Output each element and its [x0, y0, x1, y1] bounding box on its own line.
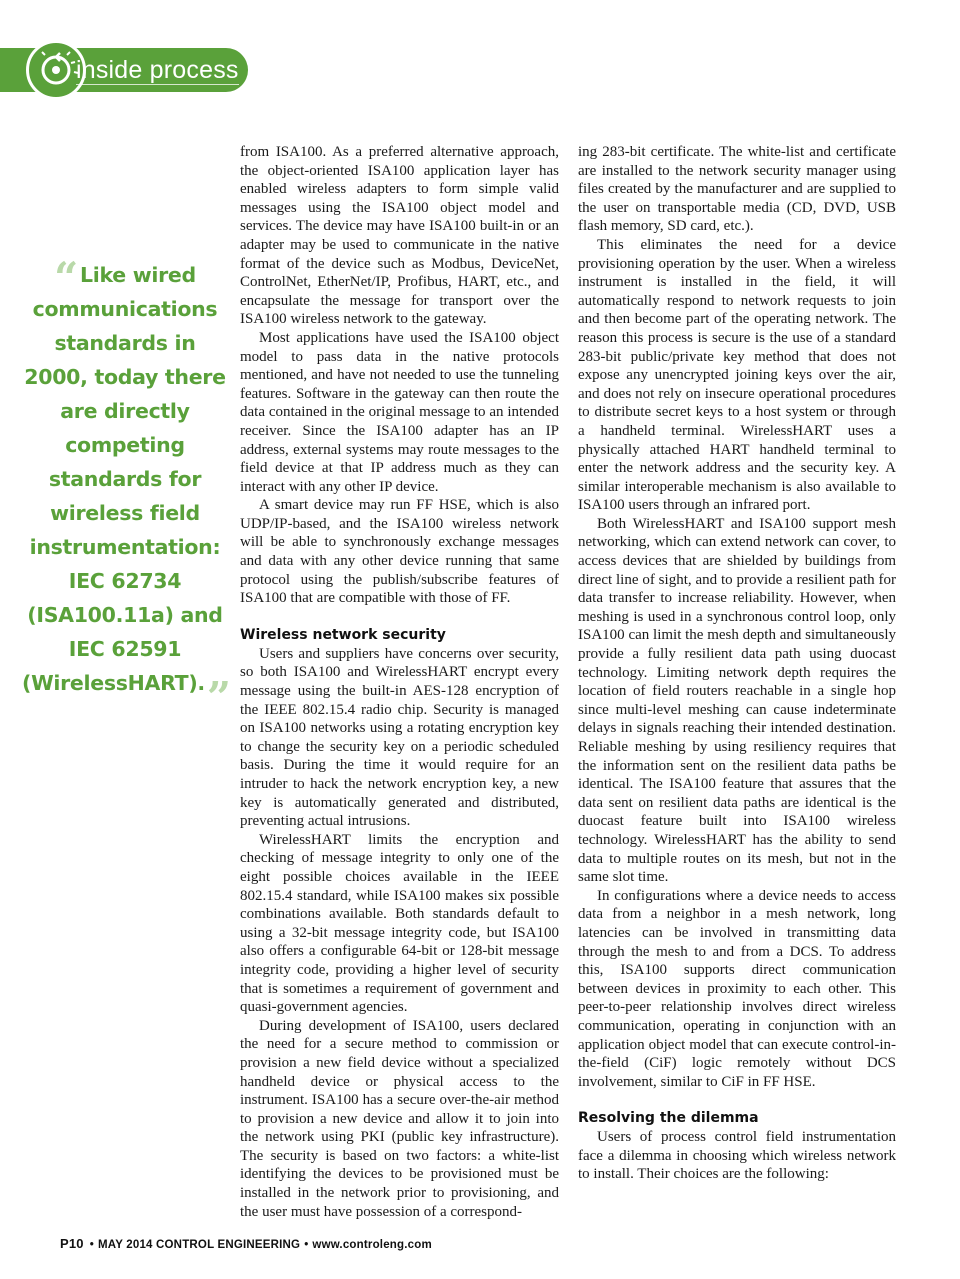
- page-footer: [60, 1236, 432, 1252]
- open-quote-icon: “: [54, 253, 78, 302]
- section-label: inside process: [76, 56, 239, 84]
- paragraph: ing 283-bit certificate. The white-list and certificate are installed to the network security manager using files created by the manufacturer and are supplied to the user on transportable media (CD, DVD, USB flash memory, SD card, etc.).: [578, 144, 896, 235]
- paragraph: In configurations where a device needs to access data from a neighbor in a mesh network, long latencies can be involved in transmitting data through the mesh to and from a DCS. To address this, ISA100 supports direct communication between devices in proximity to each other. This peer-to-peer relationship involves direct wireless communication, operating in conjunction with an application object model that can execute control-in-the-field (CiF) logic remotely without DCS involvement, similar to CiF in FF HSE.: [578, 887, 896, 1090]
- paragraph: Users of process control field instrumentation face a dilemma in choosing which wireless network to install. Their choices are the following:: [578, 1129, 896, 1183]
- issue-label: MAY 2014 CONTROL ENGINEERING: [97, 1239, 301, 1251]
- close-quote-icon: ”: [206, 673, 231, 722]
- website-link[interactable]: www.controleng.com: [312, 1239, 432, 1251]
- paragraph: from ISA100. As a preferred alternative approach, the object-oriented ISA100 application layer has enabled wireless adapters to form simple valid messages using the ISA100 object model and services. The device may have ISA100 built-in or an adapter may be used to communicate in the native format of the device such as Modbus, DeviceNet, ControlNet, EtherNet/IP, Profibus, HART, etc., and encapsulate the message for transport over the ISA100 wireless network to the gateway.: [240, 144, 559, 328]
- pull-quote-text: Like wired communications standards in 2000, today there are directly competing standards for wireless field instrumentation: IEC 62734 (ISA100.11a) and IEC 62591 (WirelessHART).: [22, 263, 226, 695]
- paragraph: During development of ISA100, users declared the need for a secure method to commission or provision a new field device without a specialized handheld device or physical access to the instrument. ISA100 has a secure over-the-air method to provision a new device and allow it to join into the network using PKI (public key infrastructure). The security is based on two factors: a white-list identifying the devices to be provisioned must be installed in the network prior to provisioning, and the user must have possession of a correspond-: [240, 1017, 559, 1220]
- paragraph: WirelessHART limits the encryption and checking of message integrity to only one of the eight possible choices available in the IEEE 802.15.4 standard, while ISA100 makes six possible combinations available. Both standards default to using a 32-bit message integrity code, but ISA100 also offers a configurable 64-bit or 128-bit message integrity code, providing a higher level of security that is sometimes a requirement of government and quasi-government agencies.: [240, 831, 559, 1016]
- page-number: P10: [60, 1236, 84, 1251]
- paragraph: This eliminates the need for a device provisioning operation by the user. When a wireless instrument is installed in the field, it will automatically respond to network requests to join and then become part of the operating network. The reason this process is secure is the use of a standard 283-bit public/private key method that does not expose any unencrypted joining keys over the air, and does not rely on insecure operational procedures to distribute secret keys to a host system or through a handheld terminal. WirelessHART uses a physically attached HART handheld terminal to enter the network address and the security key. A similar interoperable mechanism is also available to ISA100 users through an infrared port.: [578, 236, 896, 514]
- paragraph: Users and suppliers have concerns over security, so both ISA100 and WirelessHART encrypt every message using the built-in AES-128 encryption of the IEEE 802.15.4 radio chip. Security is managed on ISA100 networks using a rotating encryption key to change the security key on a periodic scheduled basis. During the time it would require for an intruder to hack the network encryption key, a new key is automatically generated and distributed, preventing actual intrusions.: [240, 645, 559, 830]
- article-column-2: [578, 143, 896, 1184]
- article-column-1: [240, 143, 559, 1221]
- pull-quote: [22, 253, 231, 722]
- bullet-separator: •: [89, 1239, 94, 1251]
- paragraph: A smart device may run FF HSE, which is also UDP/IP-based, and the ISA100 wireless network will be able to synchronously exchange messages and data with any other device running that same protocol using the publish/subscribe features of ISA100 that are compatible with those of FF.: [240, 497, 559, 607]
- section-heading: Resolving the dilemma: [578, 1110, 759, 1127]
- section-heading: Wireless network security: [240, 626, 446, 643]
- paragraph: Most applications have used the ISA100 object model to pass data in the native protocols mentioned, and have not needed to use the tunneling features. Software in the gateway can then route the data contained in the original message to an intended receiver. Since the ISA100 adapter has an IP address, external systems may route messages to the field device at that IP address much as they can interact with any other IP device.: [240, 329, 559, 495]
- bullet-separator: •: [304, 1239, 309, 1251]
- paragraph: Both WirelessHART and ISA100 support mesh networking, which can extend network can cover, to access devices that are shielded by buildings from direct line of sight, and to provide a resilient path for data transfer to increase reliability. However, when meshing is used in a synchronous control loop, only ISA100 can limit the mesh depth and simultaneously provide a fully resilient data path using duocast technology. Limiting network depth requires the location of field routers reachable in a single hop since multi-level meshing can cause indeterminate delays in signals reaching their intended destination. Reliable meshing by using resiliency requires that the information sent on the resilient data paths be identical. The ISA100 feature that assures that the data sent on resilient data paths are identical is the duocast feature built into ISA100 wireless technology. WirelessHART has the ability to send data to multiple routes on its mesh, but not in the same slot time.: [578, 515, 896, 886]
